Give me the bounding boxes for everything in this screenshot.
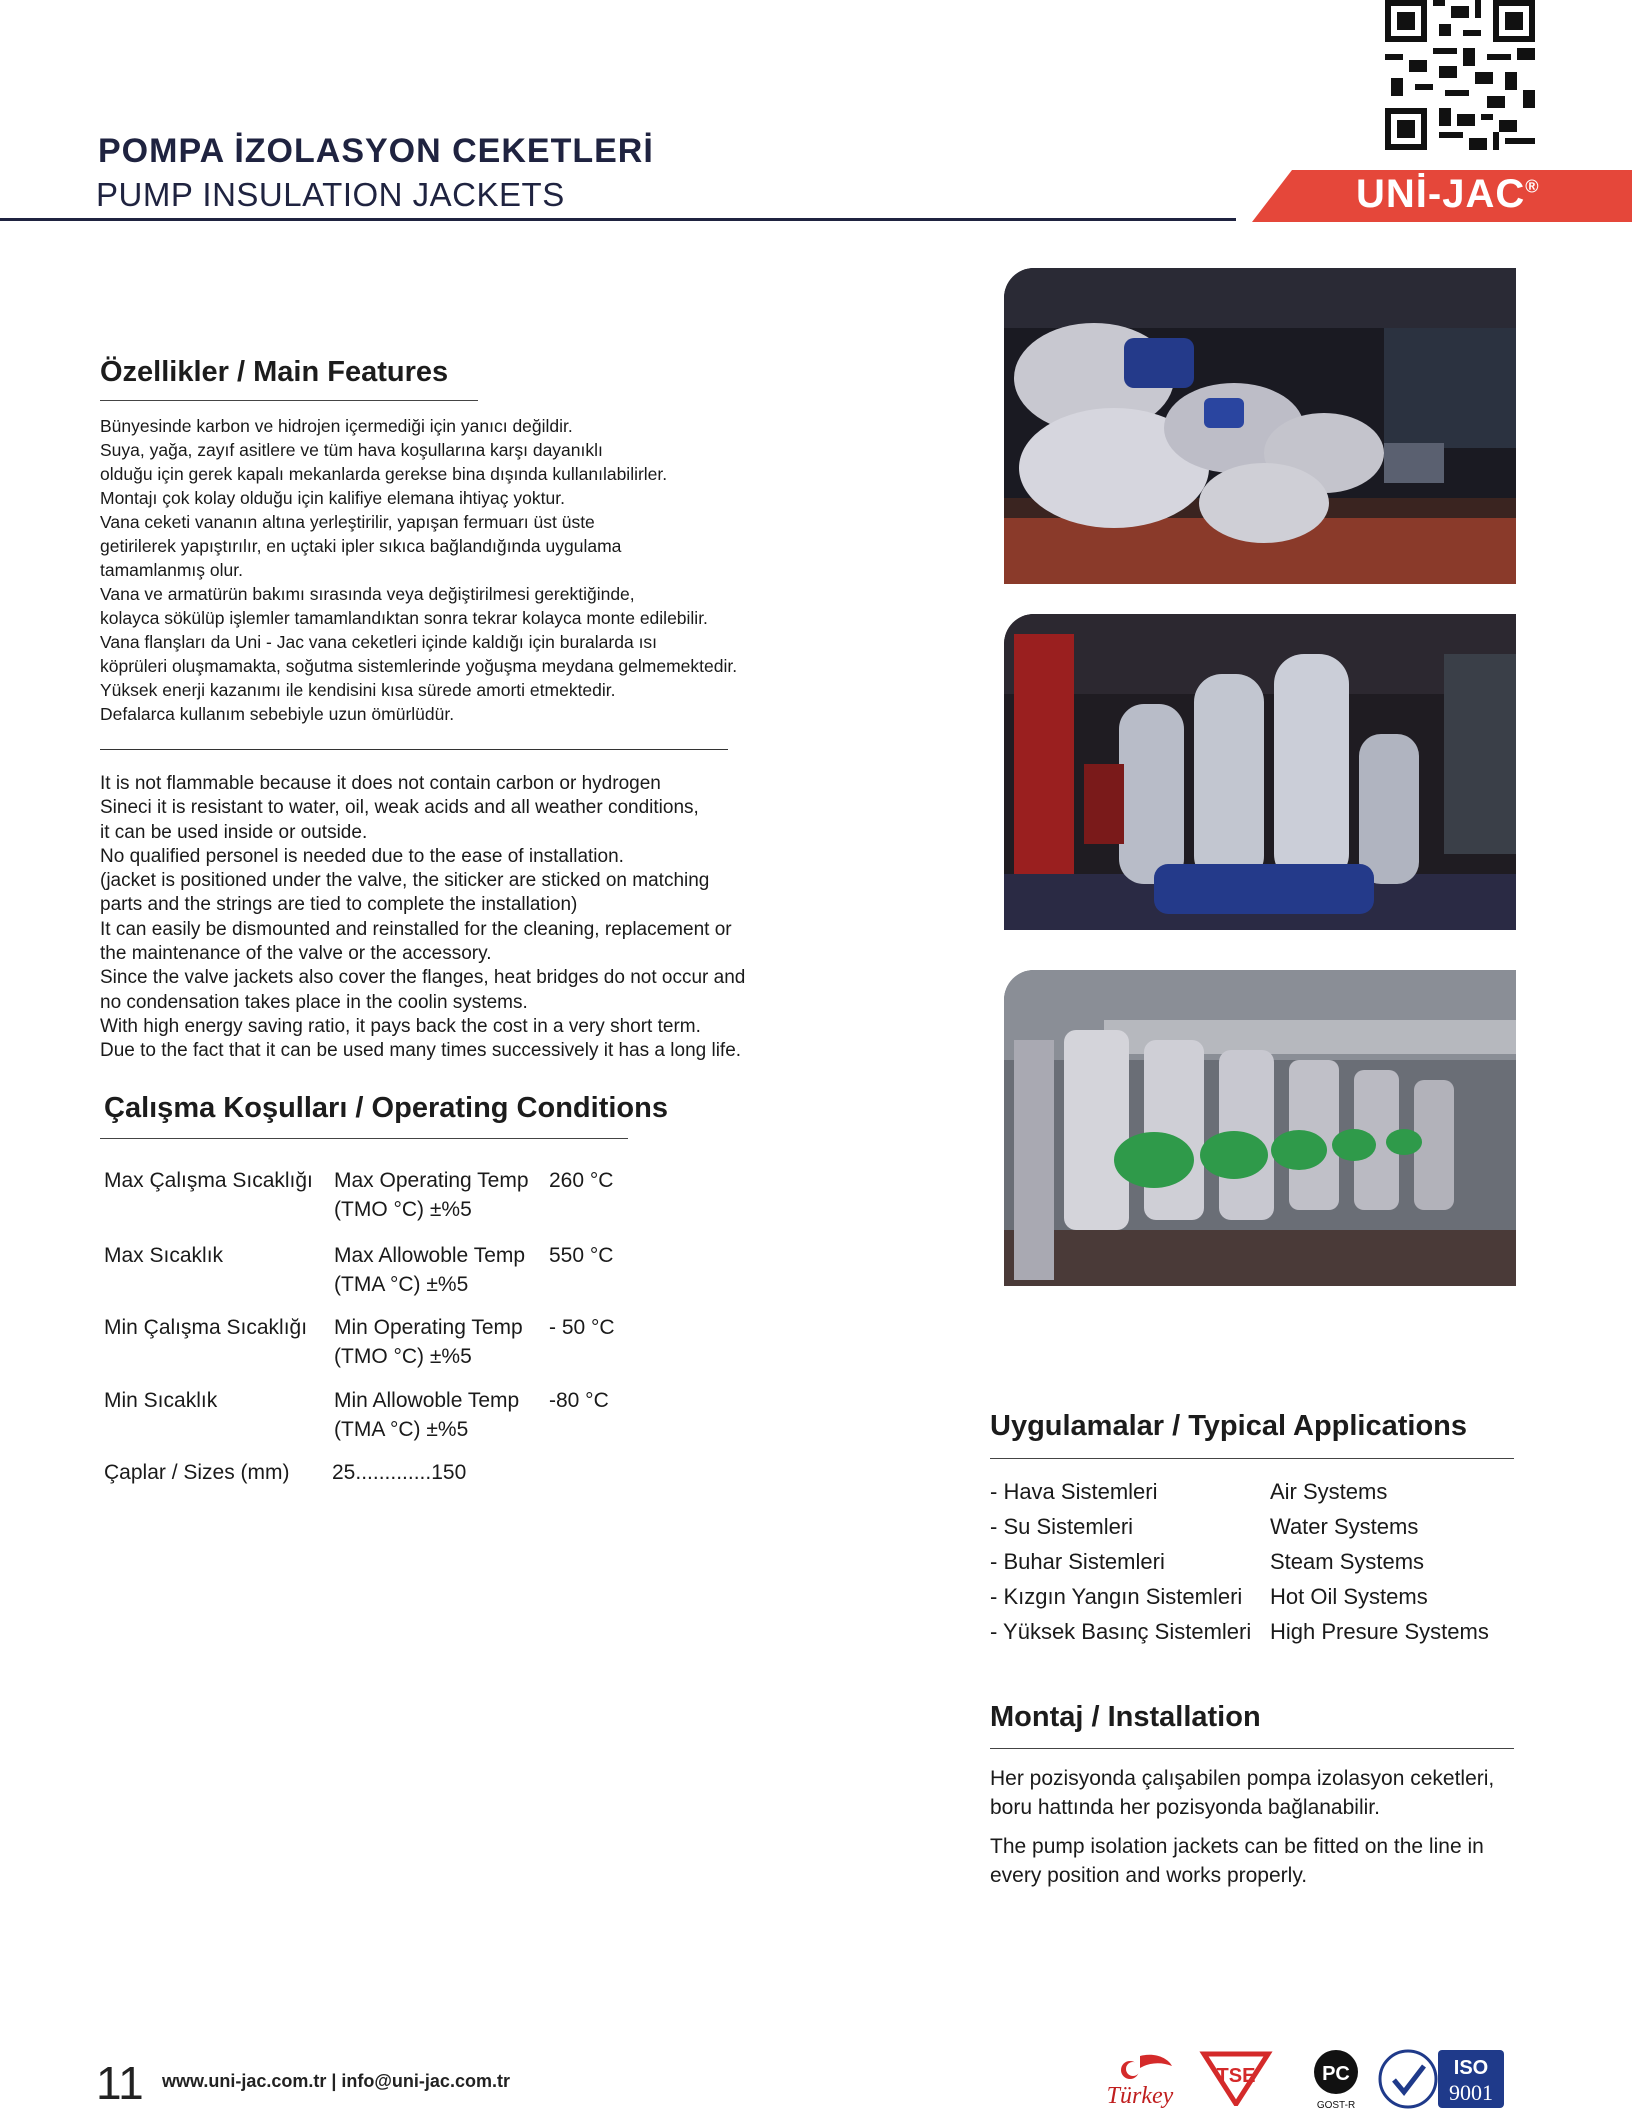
applications-heading: Uygulamalar / Typical Applications [990, 1410, 1468, 1442]
installation-heading: Montaj / Installation [990, 1701, 1261, 1733]
contact-links[interactable]: www.uni-jac.com.tr | info@uni-jac.com.tr [162, 2071, 510, 2091]
list-item: - Su Sistemleri Water Systems [990, 1514, 1419, 1539]
photo-pump-jackets-3 [1004, 970, 1516, 1286]
gost-logo-icon [1306, 2046, 1366, 2112]
applications-list [990, 1474, 1490, 1649]
features-heading-rule [100, 400, 478, 401]
installation-heading-rule [990, 1748, 1514, 1749]
qr-code-icon [1385, 0, 1535, 150]
svg-text:ISO: ISO [1453, 2057, 1489, 2079]
iso-logo-icon [1378, 2046, 1508, 2112]
turkey-logo-icon [1100, 2048, 1180, 2112]
list-item: - Hava Sistemleri Air Systems [990, 1479, 1388, 1504]
brand-logo: UNİ-JAC® [1356, 172, 1540, 216]
page-number: 11 [96, 2057, 144, 2109]
svg-text:PC: PC [1322, 2063, 1350, 2085]
svg-text:9001: 9001 [1449, 2080, 1493, 2105]
list-item: - Buhar Sistemleri Steam Systems [990, 1549, 1425, 1574]
photo-pump-jackets-1 [1004, 268, 1516, 584]
page-title-tr: POMPA İZOLASYON CEKETLERİ [98, 132, 654, 170]
conditions-heading: Çalışma Koşulları / Operating Conditions [104, 1092, 668, 1124]
header-divider [0, 218, 1236, 221]
list-item: - Kızgın Yangın Sistemleri Hot Oil Systems [990, 1584, 1428, 1609]
installation-text: Her pozisyonda çalışabilen pompa izolasyon ceketleri, boru hattında her pozisyonda bağlanabilir. The pump isolation jackets can be fitted on the line in every position and works properly. [990, 1767, 1495, 1887]
applications-heading-rule [990, 1458, 1514, 1459]
svg-text:Türkey: Türkey [1106, 2083, 1174, 2109]
page-title-en: PUMP INSULATION JACKETS [96, 176, 565, 213]
conditions-heading-rule [100, 1138, 628, 1139]
features-text-tr: Bünyesinde karbon ve hidrojen içermediği için yanıcı değildir. Suya, yağa, zayıf asitlere ve tüm hava koşullarına karşı dayanıklı olduğu için gerek kapalı mekanlarda gerekse bina dışında kullanılabilirler. Montajı çok kolay olduğu için kalifiye elemana ihtiyaç yoktur. Vana ceketi vananın altına yerleştirilir, yapışan fermuarı üst üste getirilerek yapıştırılır, en uçtaki ipler sıkıca bağlandığında uygulama tamamlanmış olur. Vana ve armatürün bakımı sırasında veya değiştirilmesi gerektiğinde, kolayca sökülüp işlemler tamamlandıktan sonra tekrar kolayca monte edilebilir. Vana flanşları da Uni - Jac vana ceketleri içinde kaldığı için buralarda ısı köprüleri oluşmamakta, soğutma sistemlerinde yoğuşma meydana gelmemektedir. Yüksek enerji kazanımı ile kendisini kısa sürede amorti etmektedir. Defalarca kullanım sebebiyle uzun ömürlüdür. [100, 416, 738, 724]
features-separator [100, 749, 728, 750]
list-item: - Yüksek Basınç Sistemleri High Presure Systems [990, 1619, 1489, 1644]
tse-logo-icon [1196, 2050, 1276, 2106]
features-heading: Özellikler / Main Features [100, 356, 449, 388]
svg-text:TSE: TSE [1216, 2065, 1256, 2087]
photo-pump-jackets-2 [1004, 614, 1516, 930]
svg-text:GOST-R: GOST-R [1316, 2100, 1356, 2111]
features-text-en: It is not flammable because it does not contain carbon or hydrogen Sineci it is resistant to water, oil, weak acids and all weather conditions, it can be used inside or outside. No qualified personel is needed due to the ease of installation. (jacket is positioned under the valve, the siticker are sticked on matching parts and the strings are tied to complete the installation) It can easily be dismounted and reinstalled for the cleaning, replacement or the maintenance of the valve or the accessory. Since the valve jackets also cover the flanges, heat bridges do not occur and no condensation takes place in the coolin systems. With high energy saving ratio, it pays back the cost in a very short term. Due to the fact that it can be used many times successively it has a long life. [100, 773, 746, 1062]
